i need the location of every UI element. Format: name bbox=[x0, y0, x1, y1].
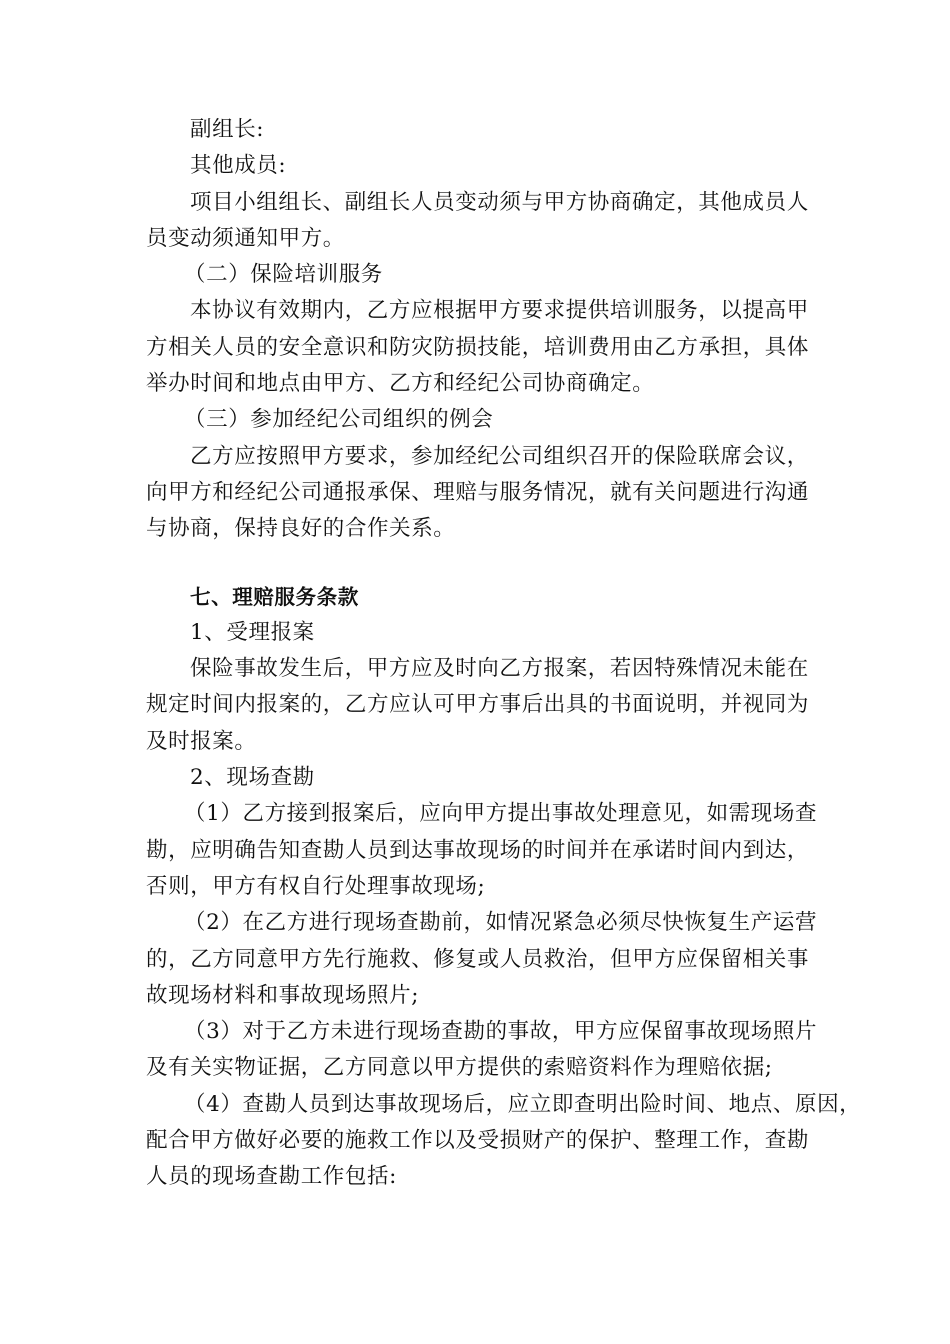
paragraph-line: 本协议有效期内，乙方应根据甲方要求提供培训服务，以提高甲 bbox=[190, 298, 809, 324]
paragraph-line: 配合甲方做好必要的施救工作以及受损财产的保护、整理工作，查勘 bbox=[146, 1128, 810, 1154]
paragraph-line: 人员的现场查勘工作包括: bbox=[146, 1164, 397, 1190]
paragraph-line: 保险事故发生后，甲方应及时向乙方报案，若因特殊情况未能在 bbox=[190, 656, 809, 682]
paragraph-line: 向甲方和经纪公司通报承保、理赔与服务情况，就有关问题进行沟通 bbox=[146, 479, 810, 505]
paragraph-line: 方相关人员的安全意识和防灾防损技能，培训费用由乙方承担，具体 bbox=[146, 334, 810, 360]
paragraph-line: （3）对于乙方未进行现场查勘的事故，甲方应保留事故现场照片 bbox=[184, 1019, 818, 1045]
section-subheading: （三）参加经纪公司组织的例会 bbox=[184, 407, 494, 433]
paragraph-line: 及有关实物证据，乙方同意以甲方提供的索赔资料作为理赔依据; bbox=[146, 1055, 773, 1081]
section-gap bbox=[146, 548, 808, 579]
clause-heading: 1、受理报案 bbox=[190, 619, 315, 645]
paragraph-line: 乙方应按照甲方要求，参加经纪公司组织召开的保险联席会议， bbox=[190, 443, 809, 469]
paragraph-line: 故现场材料和事故现场照片; bbox=[146, 982, 420, 1008]
paragraph-line: （4）查勘人员到达事故现场后，应立即查明出险时间、地点、原因， bbox=[184, 1091, 862, 1117]
clause-heading: 2、现场查勘 bbox=[190, 765, 315, 791]
text-line: 其他成员: bbox=[190, 153, 287, 179]
paragraph-line: 与协商，保持良好的合作关系。 bbox=[146, 516, 456, 542]
paragraph-line: （1）乙方接到报案后，应向甲方提出事故处理意见，如需现场查 bbox=[184, 801, 818, 827]
paragraph-line: （2）在乙方进行现场查勘前，如情况紧急必须尽快恢复生产运营 bbox=[184, 910, 818, 936]
section-heading: 七、理赔服务条款 bbox=[190, 584, 359, 609]
paragraph-line: 勘，应明确告知查勘人员到达事故现场的时间并在承诺时间内到达， bbox=[146, 837, 810, 863]
document-page bbox=[146, 112, 862, 1196]
paragraph-line: 举办时间和地点由甲方、乙方和经纪公司协商确定。 bbox=[146, 371, 655, 397]
paragraph-line: 及时报案。 bbox=[146, 728, 257, 754]
paragraph-line: 的，乙方同意甲方先行施救、修复或人员救治，但甲方应保留相关事 bbox=[146, 946, 810, 972]
paragraph-line: 项目小组组长、副组长人员变动须与甲方协商确定，其他成员人 bbox=[190, 189, 809, 215]
section-subheading: （二）保险培训服务 bbox=[184, 262, 383, 288]
paragraph-line: 规定时间内报案的，乙方应认可甲方事后出具的书面说明，并视同为 bbox=[146, 692, 810, 718]
paragraph-line: 否则，甲方有权自行处理事故现场; bbox=[146, 873, 486, 899]
text-line: 副组长: bbox=[190, 117, 265, 142]
paragraph-line: 员变动须通知甲方。 bbox=[146, 225, 345, 251]
